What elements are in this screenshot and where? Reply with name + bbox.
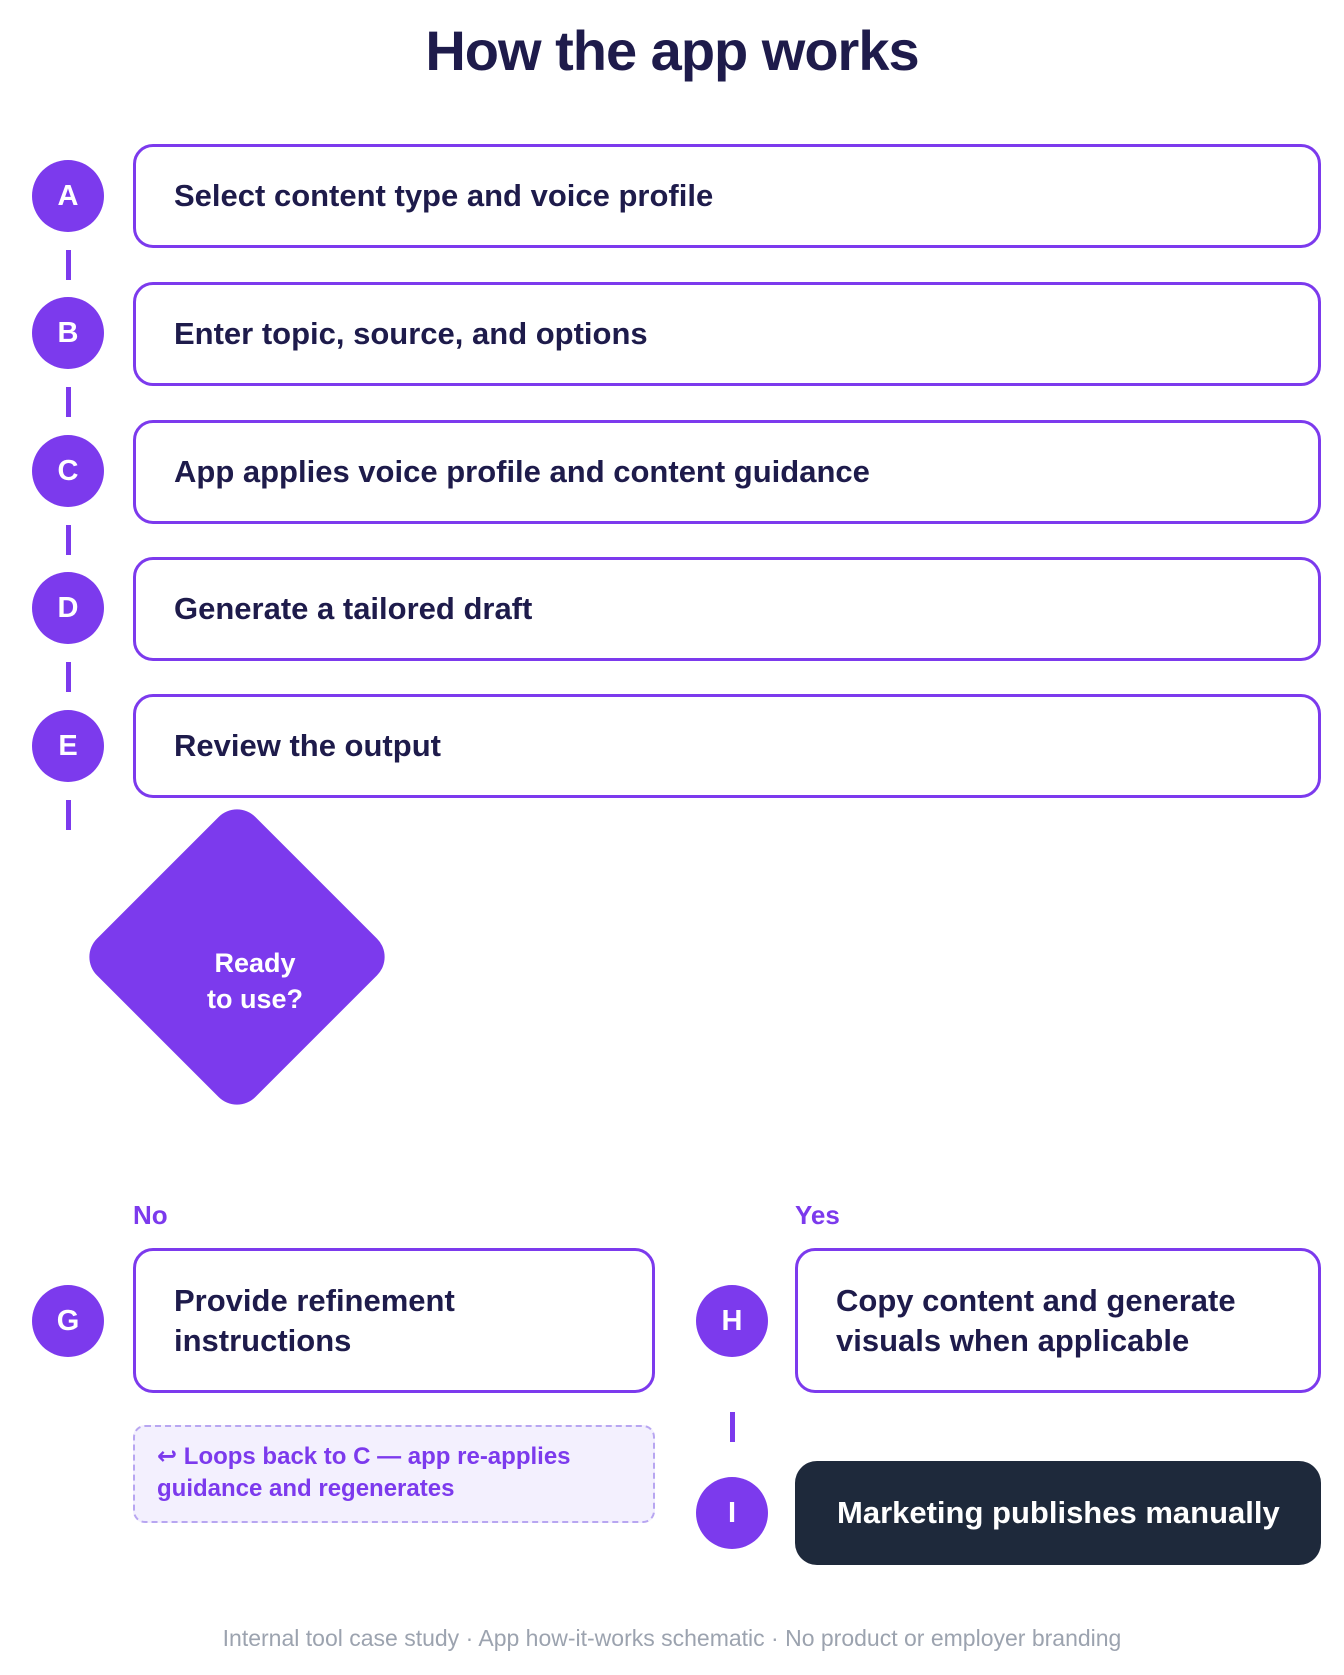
connector-d-e	[66, 662, 71, 692]
step-a-box	[133, 144, 1321, 248]
step-g-line1: Provide refinement	[174, 1282, 455, 1318]
step-c-box	[133, 420, 1321, 524]
connector-e-decision	[66, 800, 71, 830]
step-c-label: App applies voice profile and content guidance	[174, 454, 870, 489]
step-g-text	[174, 1281, 455, 1361]
step-h-marker: H	[696, 1285, 768, 1357]
connector-c-d	[66, 525, 71, 555]
step-h-box	[795, 1248, 1321, 1393]
step-h-line1: Copy content and generate	[836, 1282, 1236, 1318]
step-e-box	[133, 694, 1321, 798]
step-g-marker: G	[32, 1285, 104, 1357]
step-b-label: Enter topic, source, and options	[174, 316, 648, 351]
final-step-label: Marketing publishes manually	[837, 1495, 1280, 1530]
step-e-label: Review the output	[174, 728, 441, 763]
step-e-marker: E	[32, 710, 104, 782]
branch-yes-label: Yes	[795, 1200, 840, 1230]
page-title: How the app works	[425, 19, 919, 82]
final-step-box	[795, 1461, 1321, 1565]
decision-label-line1: Ready	[214, 948, 296, 978]
step-b-marker: B	[32, 297, 104, 369]
branch-no-label: No	[133, 1200, 168, 1230]
loop-back-note-line1: ↩ Loops back to C — app re-applies	[157, 1443, 571, 1470]
step-g-box	[133, 1248, 655, 1393]
step-a-label: Select content type and voice profile	[174, 178, 714, 213]
step-g-line2: instructions	[174, 1322, 352, 1358]
connector-h-i	[730, 1412, 735, 1442]
loop-back-note-line2: guidance and regenerates	[157, 1475, 455, 1502]
step-h-text	[836, 1281, 1236, 1361]
decision-label	[125, 945, 385, 1017]
step-i-marker: I	[696, 1477, 768, 1549]
footer-caption: Internal tool case study · App how-it-works schematic · No product or employer branding	[222, 1625, 1122, 1651]
loop-back-note	[133, 1425, 655, 1523]
step-a-marker: A	[32, 160, 104, 232]
connector-a-b	[66, 250, 71, 280]
step-d-box	[133, 557, 1321, 661]
step-d-marker: D	[32, 572, 104, 644]
step-c-marker: C	[32, 435, 104, 507]
step-h-line2: visuals when applicable	[836, 1322, 1190, 1358]
step-d-label: Generate a tailored draft	[174, 591, 533, 626]
decision-label-line2: to use?	[206, 984, 303, 1014]
step-b-box	[133, 282, 1321, 386]
connector-b-c	[66, 387, 71, 417]
